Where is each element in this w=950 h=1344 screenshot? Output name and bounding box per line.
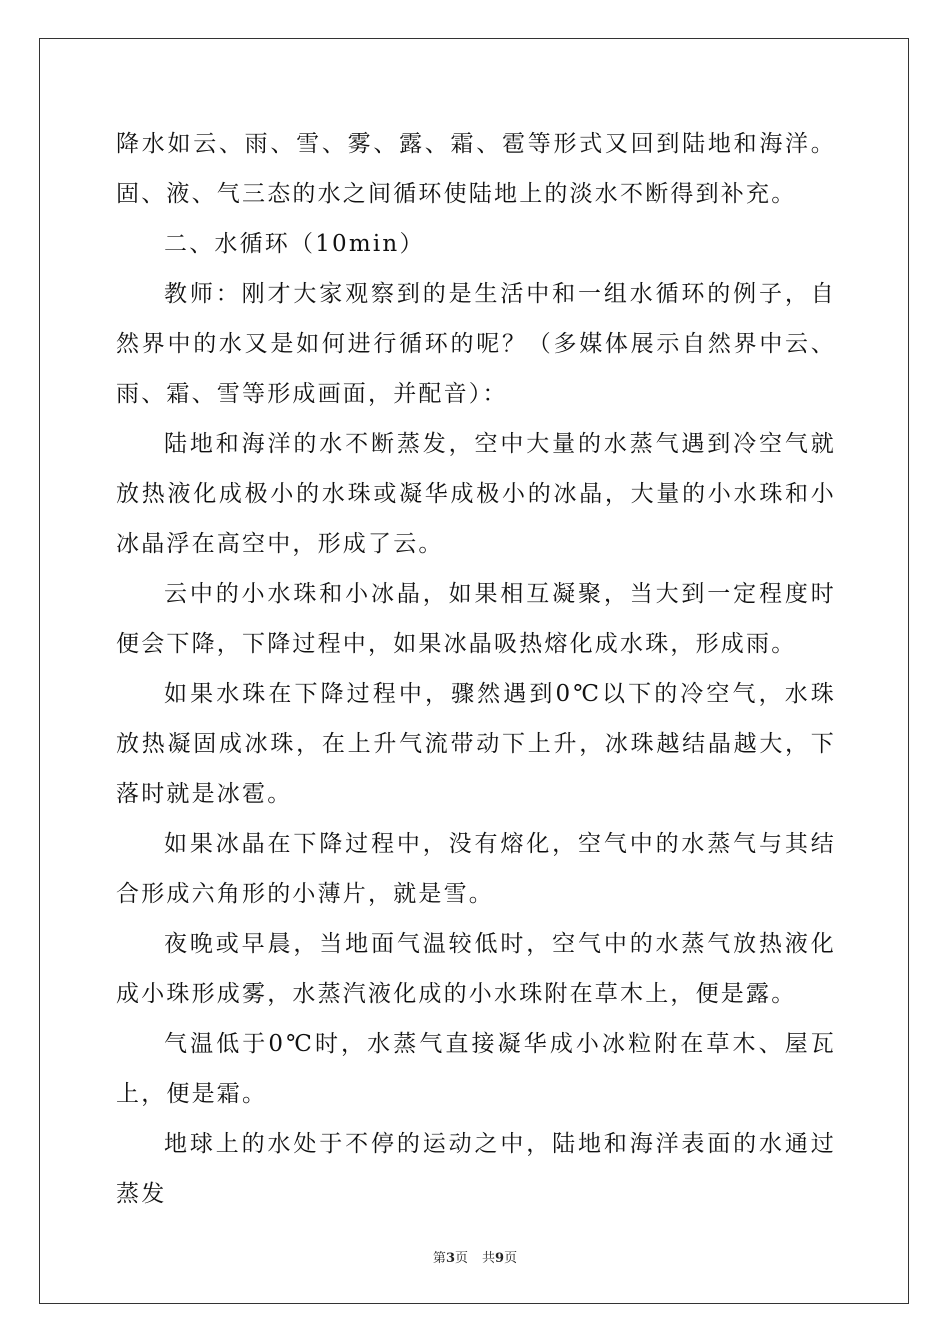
page-suffix: 页 [454, 1251, 468, 1266]
paragraph-teacher: 教师：刚才大家观察到的是生活中和一组水循环的例子，自然界中的水又是如何进行循环的呢？（多媒体展示自然界中云、雨、霜、雪等形成画面，并配音）： [116, 281, 836, 407]
page-footer [0, 1247, 950, 1266]
total-suffix: 页 [504, 1251, 518, 1266]
section-heading: 二、水循环（10min） [164, 231, 425, 257]
paragraph-cloud: 陆地和海洋的水不断蒸发，空中大量的水蒸气遇到冷空气就放热液化成极小的水珠或凝华成极小的冰晶，大量的小水珠和小冰晶浮在高空中，形成了云。 [116, 431, 836, 557]
paragraph-fog-dew: 夜晚或早晨，当地面气温较低时，空气中的水蒸气放热液化成小珠形成雾，水蒸汽液化成的小水珠附在草木上，便是露。 [116, 931, 836, 1007]
document-body [116, 119, 836, 1219]
paragraph-frost: 气温低于0℃时，水蒸气直接凝华成小冰粒附在草木、屋瓦上，便是霜。 [116, 1031, 836, 1107]
paragraph-rain: 云中的小水珠和小冰晶，如果相互凝聚，当大到一定程度时便会下降，下降过程中，如果冰晶吸热熔化成水珠，形成雨。 [116, 581, 836, 657]
paragraph-snow: 如果冰晶在下降过程中，没有熔化，空气中的水蒸气与其结合形成六角形的小薄片，就是雪。 [116, 831, 836, 907]
paragraph-water-cycle: 地球上的水处于不停的运动之中，陆地和海洋表面的水通过蒸发 [116, 1131, 836, 1207]
paragraph-hail: 如果水珠在下降过程中，骤然遇到0℃以下的冷空气，水珠放热凝固成冰珠，在上升气流带动下上升，冰珠越结晶越大，下落时就是冰雹。 [116, 681, 836, 807]
paragraph-continuation: 降水如云、雨、雪、雾、露、霜、雹等形式又回到陆地和海洋。固、液、气三态的水之间循环使陆地上的淡水不断得到补充。 [116, 131, 836, 207]
page-number: 3 [445, 1251, 455, 1266]
page-prefix: 第 [432, 1251, 446, 1266]
total-pages: 9 [495, 1251, 505, 1266]
total-prefix: 共 [482, 1251, 496, 1266]
